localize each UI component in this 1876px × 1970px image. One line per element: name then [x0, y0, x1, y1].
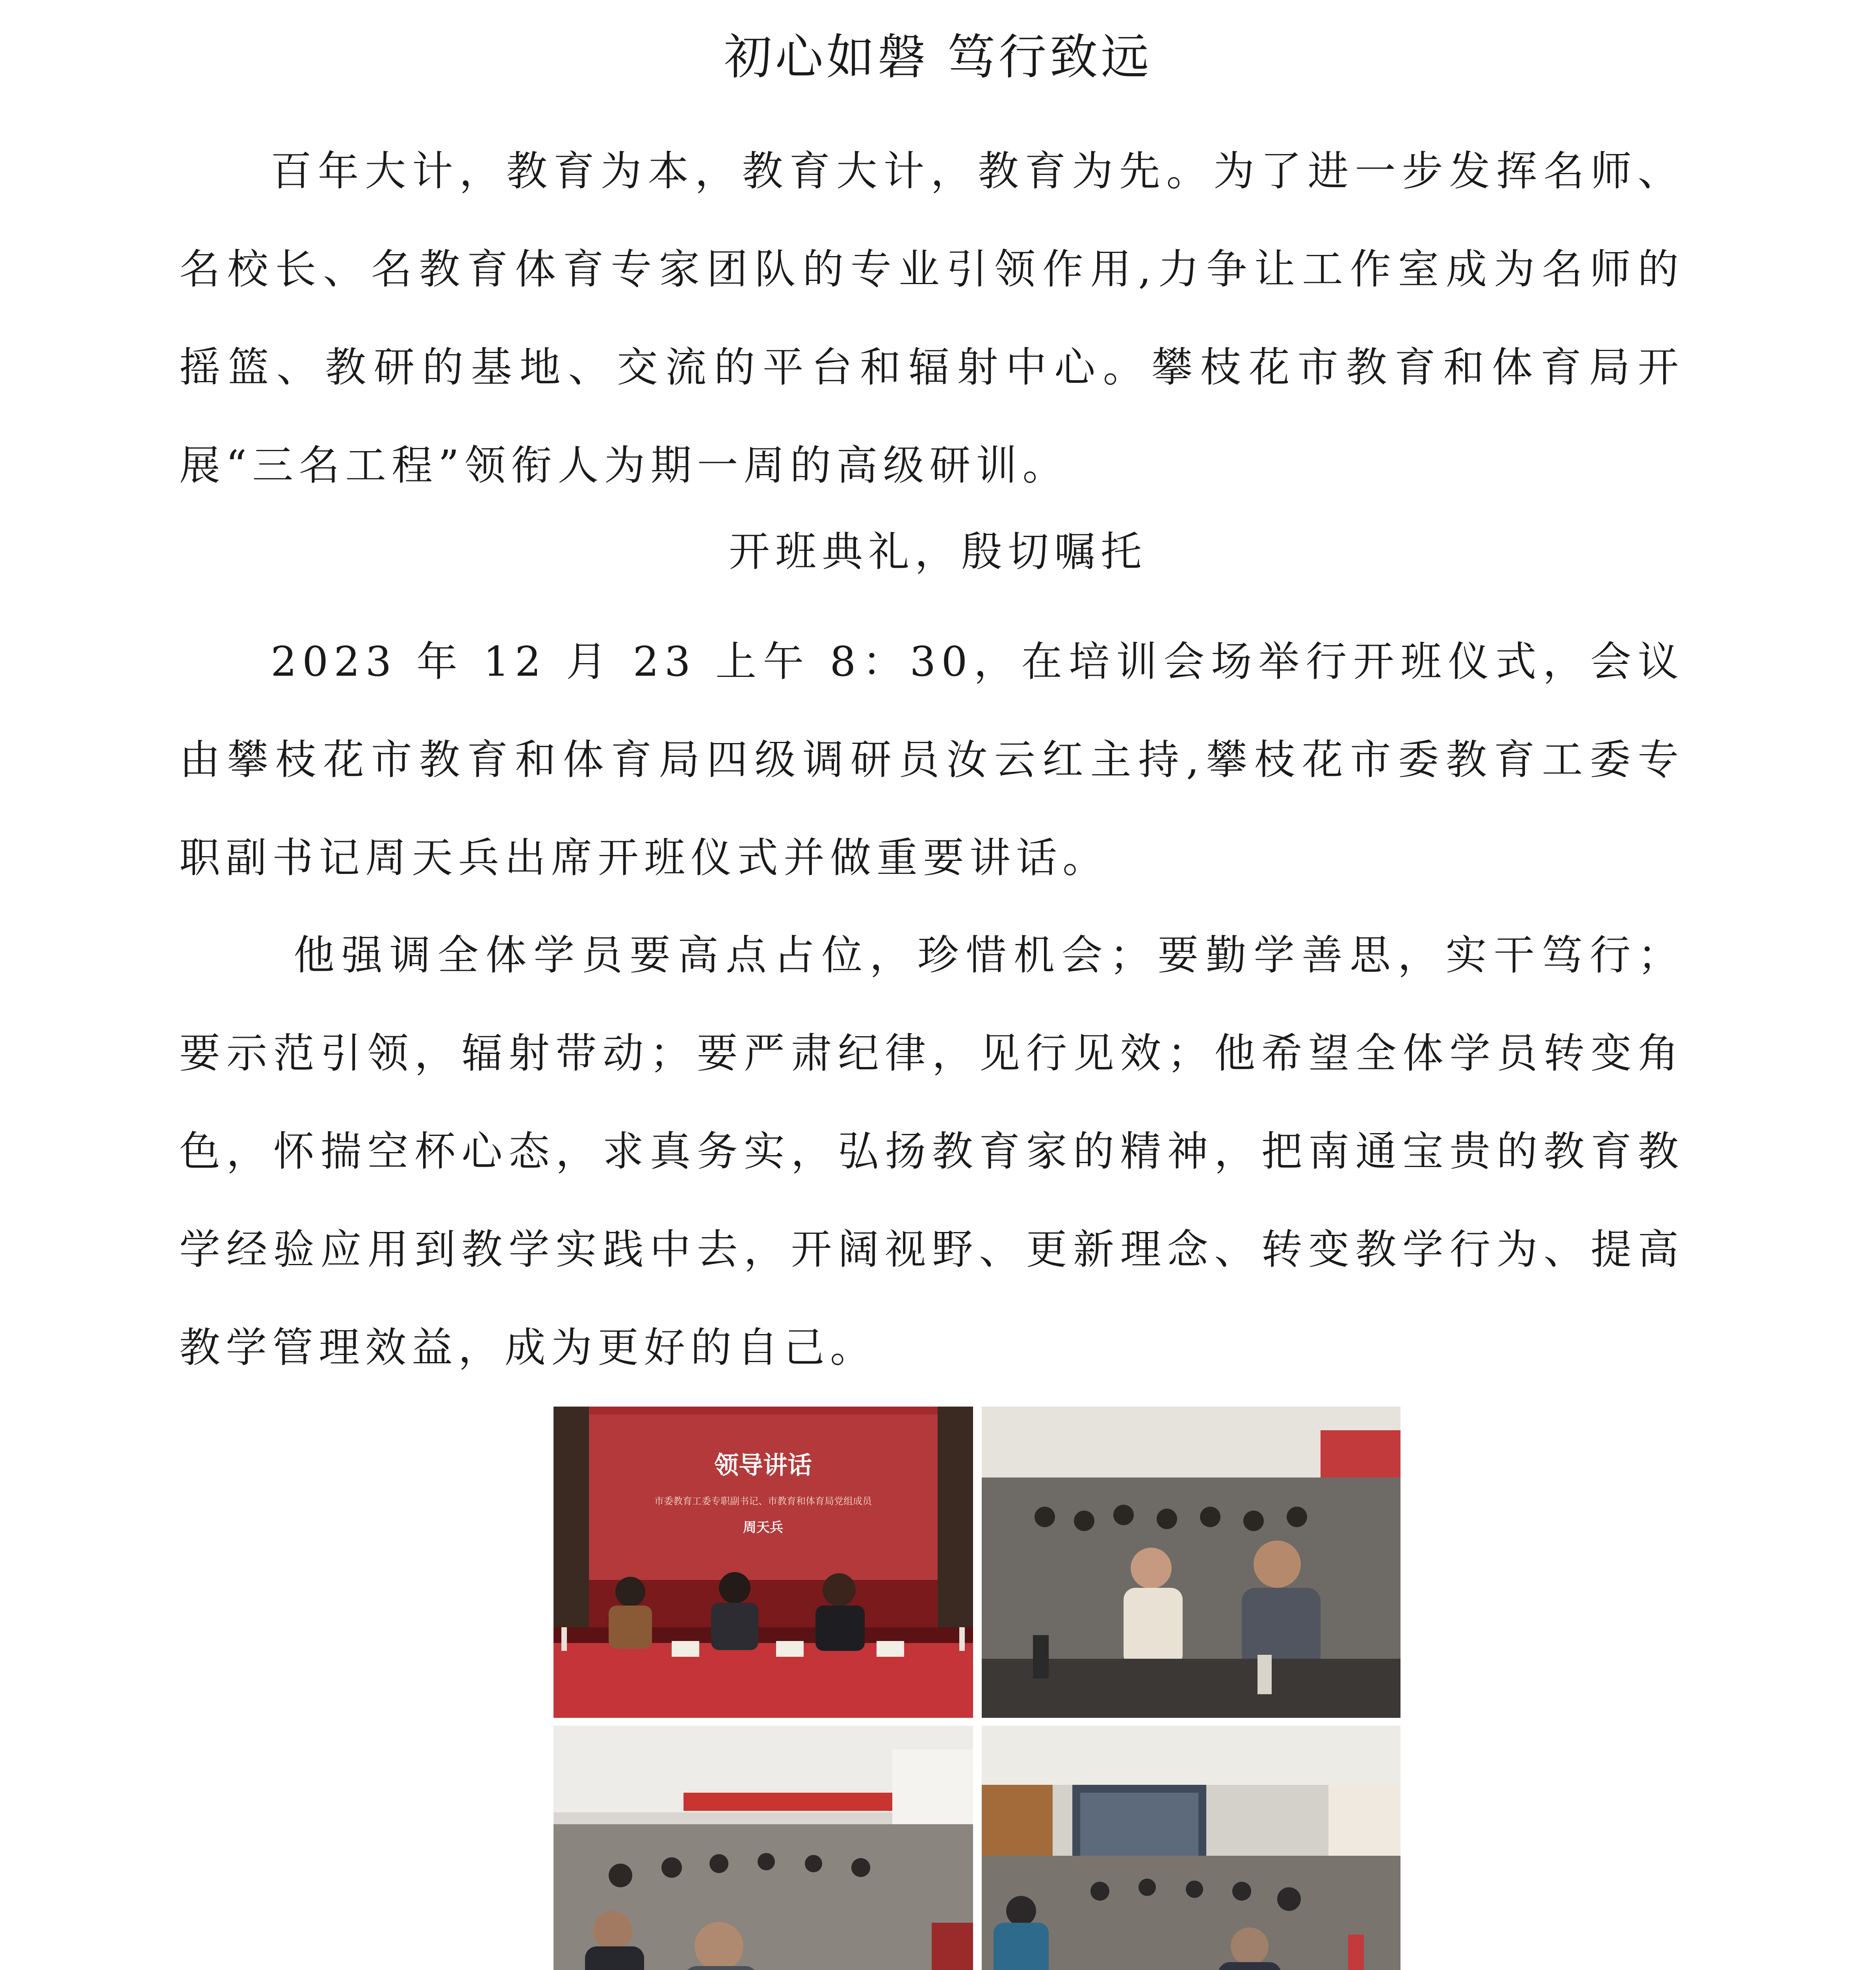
speech-summary-paragraph: 他强调全体学员要高点占位，珍惜机会；要勤学善思，实干笃行；要示范引领，辐射带动；要严肃纪律，见行见效；他希望全体学员转变角色，怀揣空杯心态，求真务实，弘扬教育家的精神，把南通宝贵的教育教学经验应用到教学实践中去，开阔视野、更新理念、转变教学行为、提高教学管理效益，成为更好的自己。 — [179, 931, 1684, 1372]
document-title: 初心如磐 笃行致远 — [724, 29, 1152, 85]
opening-ceremony-paragraph: 2023 年 12 月 23 上午 8：30，在培训会场举行开班仪式，会议由攀枝花市教育和体育局四级调研员汝云红主持,攀枝花市委教育工委专职副书记周天兵出席开班仪式并做重要讲话。 — [179, 637, 1684, 882]
intro-paragraph: 百年大计，教育为本，教育大计，教育为先。为了进一步发挥名师、名校长、名教育体育专家团队的专业引领作用,力争让工作室成为名师的摇篮、教研的基地、交流的平台和辐射中心。攀枝花市教育和体育局开展“三名工程”领衔人为期一周的高级研训。 — [179, 147, 1684, 489]
section-heading-opening: 开班典礼，殷切嘱托 — [728, 528, 1147, 576]
photo-attendees-listening — [982, 1407, 1400, 1718]
photo-leader-speech — [554, 1407, 973, 1718]
photo-lecture-hall — [982, 1726, 1400, 1970]
banner-name: 周天兵 — [743, 1520, 783, 1535]
banner-title: 领导讲话 — [714, 1451, 812, 1479]
photo-collage — [554, 1407, 1400, 1970]
photo-classroom-wide — [554, 1726, 973, 1970]
banner-subtitle: 市委教育工委专职副书记、市教育和体育局党组成员 — [654, 1496, 872, 1507]
